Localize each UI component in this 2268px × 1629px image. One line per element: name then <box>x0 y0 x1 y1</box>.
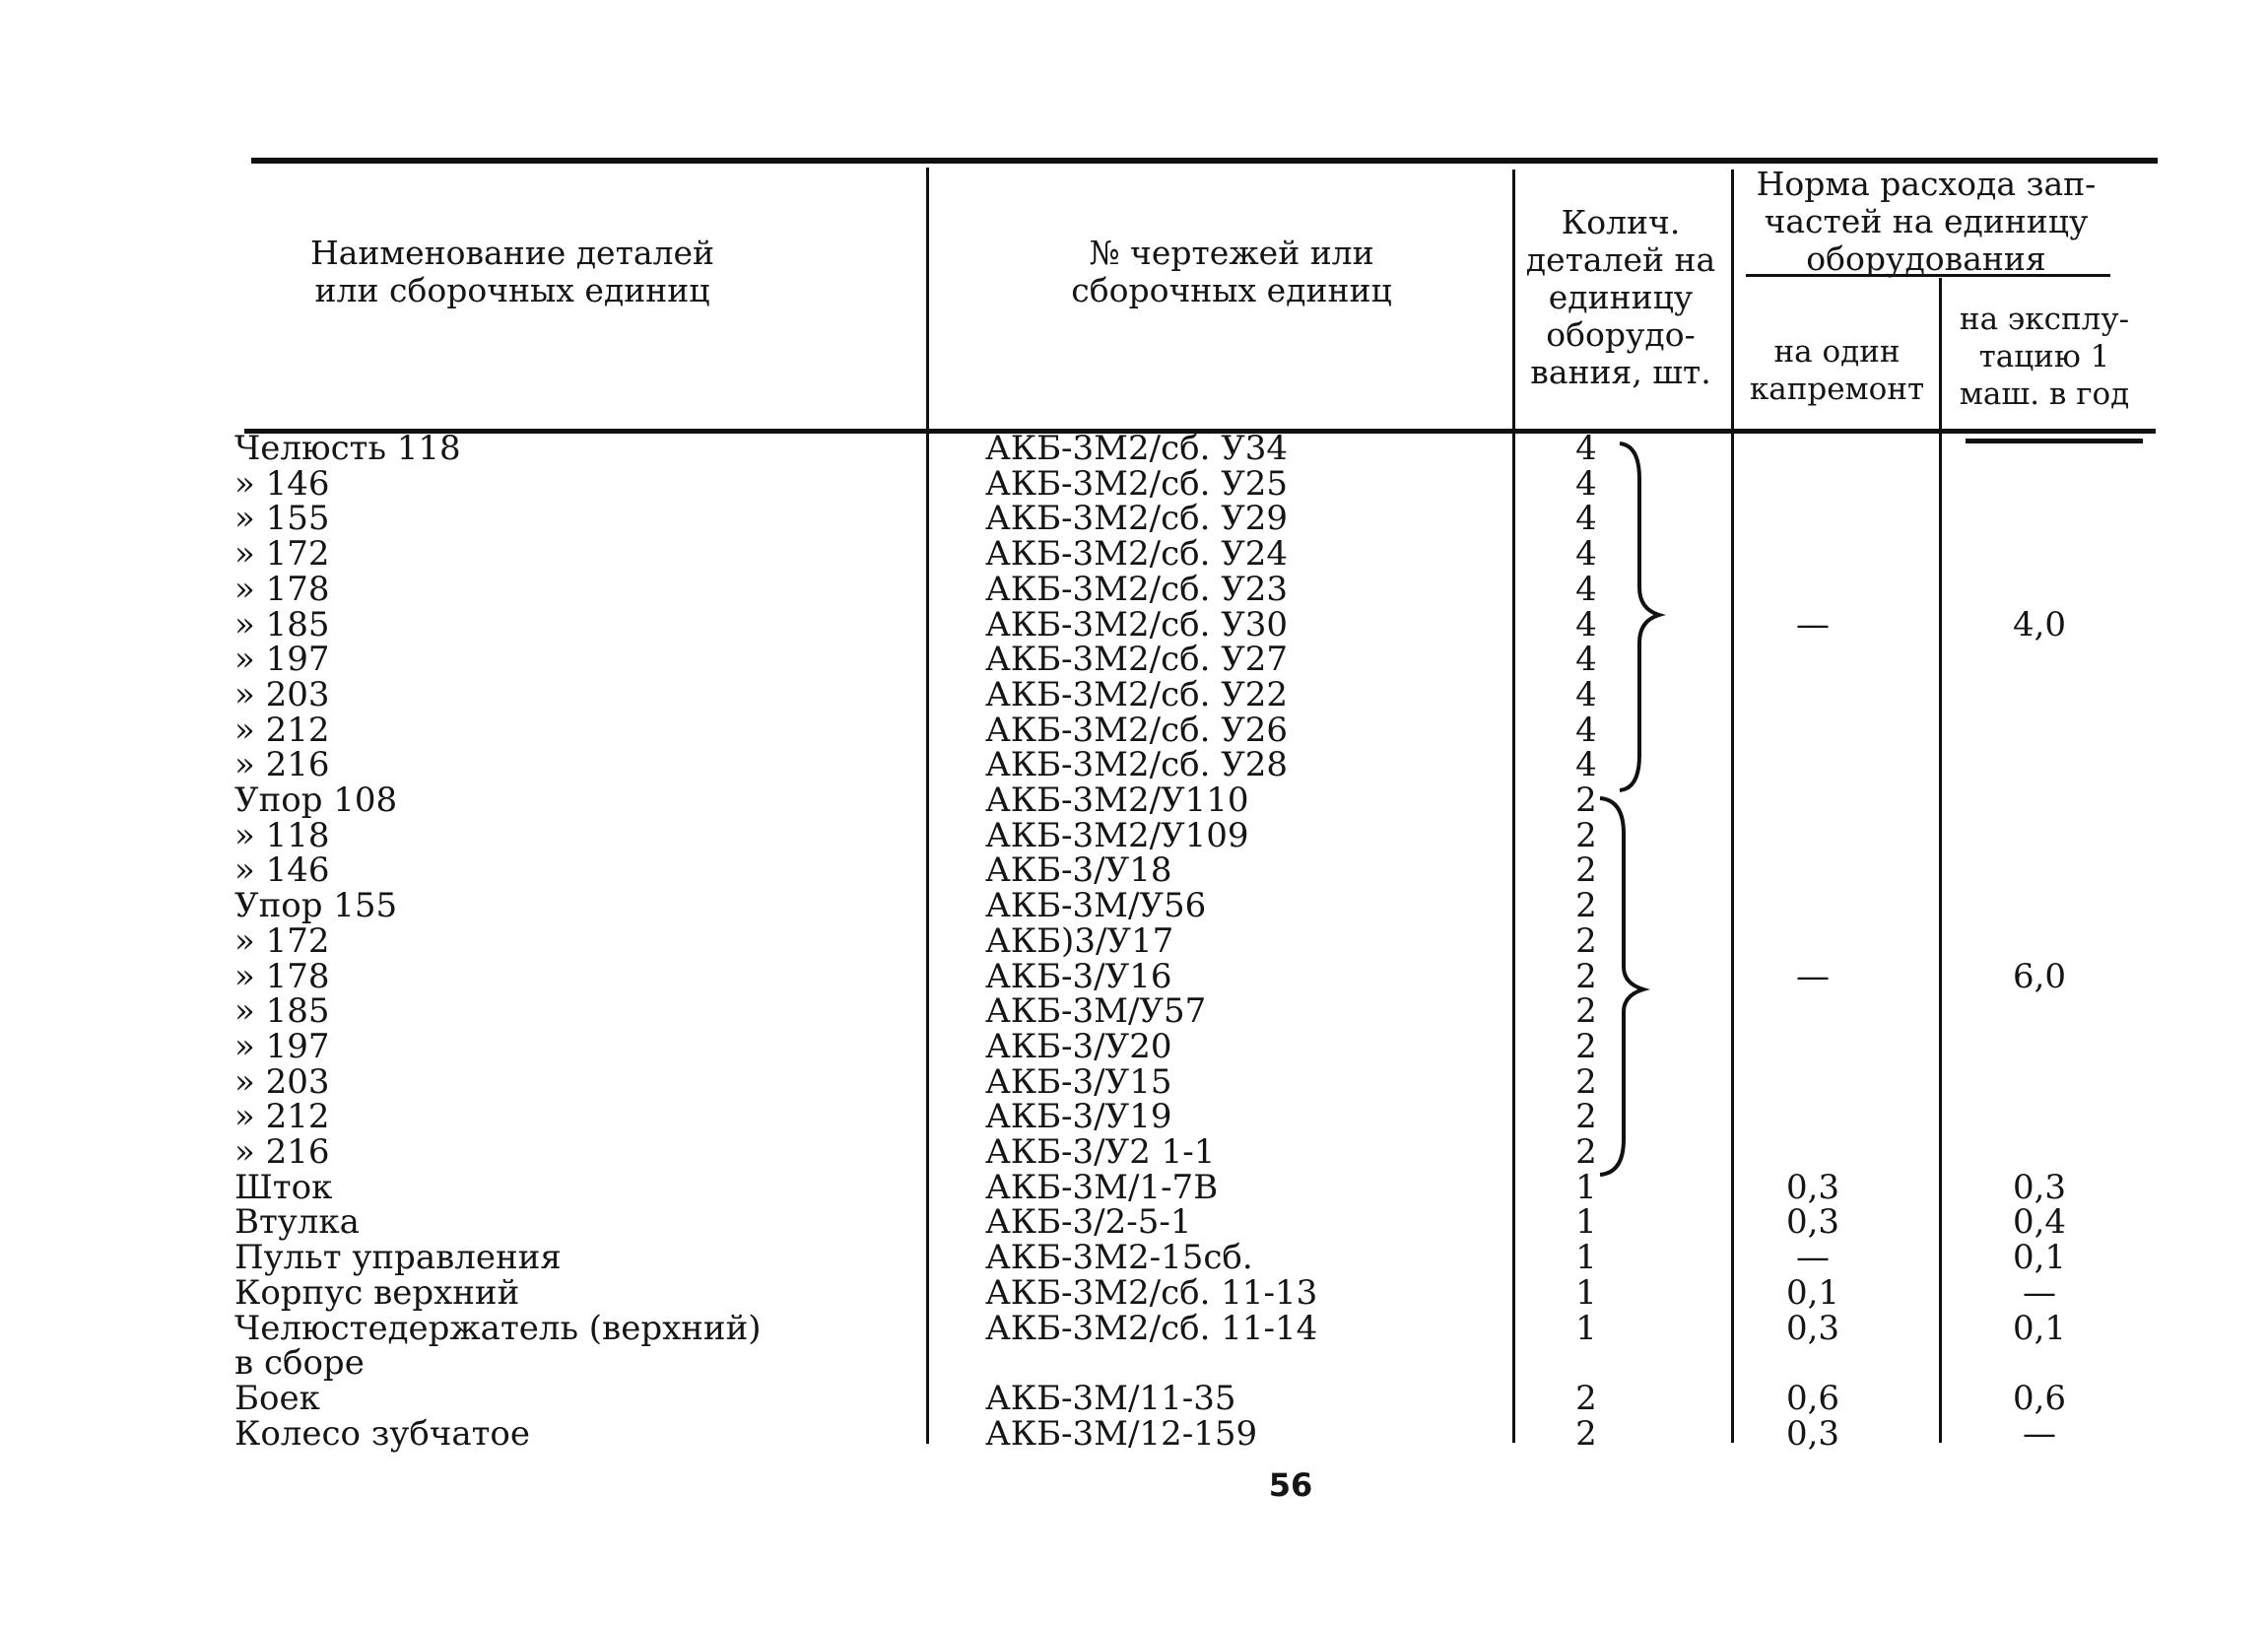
row-drawing: АКБ-3/У18 <box>985 850 1172 891</box>
row-drawing: АКБ-3/У16 <box>985 956 1172 996</box>
row-name: » 203 <box>234 1061 330 1102</box>
row-per-repair: 0,3 <box>1785 1167 1840 1207</box>
row-per-year: 0,4 <box>2012 1202 2067 1243</box>
row-quantity: 1 <box>1575 1238 1597 1278</box>
row-drawing: АКБ-3/2-5-1 <box>985 1202 1192 1243</box>
row-name: » 212 <box>234 710 330 750</box>
row-quantity: 2 <box>1575 886 1597 926</box>
row-name: » 178 <box>234 569 330 609</box>
row-drawing: АКБ-3М2/сб. У34 <box>985 429 1289 468</box>
row-per-year: 6,0 <box>2012 956 2067 996</box>
row-quantity: 2 <box>1575 1413 1597 1454</box>
brace-jaw-group <box>1616 440 1675 794</box>
row-drawing: АКБ-3М2/сб. У23 <box>985 569 1289 609</box>
row-per-year: 0,1 <box>2012 1238 2067 1278</box>
row-name: » 178 <box>234 956 330 996</box>
row-name: » 185 <box>234 604 330 645</box>
row-name: » 185 <box>234 991 330 1032</box>
row-quantity: 4 <box>1575 745 1597 785</box>
row-name: Боек <box>234 1378 320 1418</box>
row-quantity: 1 <box>1575 1202 1597 1243</box>
row-quantity: 1 <box>1575 1272 1597 1313</box>
row-quantity: 2 <box>1575 956 1597 996</box>
row-name: » 197 <box>234 640 330 680</box>
row-per-year: — <box>2023 1272 2056 1313</box>
row-per-year: 4,0 <box>2012 604 2067 645</box>
row-quantity: 2 <box>1575 781 1597 820</box>
row-drawing: АКБ-3М2/сб. 11-13 <box>985 1272 1318 1313</box>
header-drawing: № чертежей или сборочных единиц <box>1071 234 1392 309</box>
row-drawing: АКБ-3М2/сб. У24 <box>985 534 1289 575</box>
row-quantity: 2 <box>1575 815 1597 855</box>
row-name: » 216 <box>234 1132 330 1172</box>
right-bottom-rule <box>1966 439 2143 443</box>
row-drawing: АКБ-3М2/У109 <box>985 815 1249 855</box>
col-divider-repair-year <box>1939 278 1942 1443</box>
row-quantity: 4 <box>1575 604 1597 645</box>
row-drawing: АКБ-3М2/сб. У27 <box>985 640 1289 680</box>
row-name: » 172 <box>234 534 330 575</box>
row-per-year: 0,6 <box>2012 1378 2067 1418</box>
row-drawing: АКБ-3М2/сб. У29 <box>985 499 1289 539</box>
row-drawing: АКБ-3М/У57 <box>985 991 1207 1032</box>
row-per-repair: 0,1 <box>1785 1272 1840 1313</box>
row-per-repair: 0,3 <box>1785 1308 1840 1348</box>
row-quantity: 4 <box>1575 429 1597 468</box>
row-quantity: 4 <box>1575 674 1597 714</box>
row-drawing: АКБ-3/У2 1-1 <box>985 1132 1216 1172</box>
row-quantity: 2 <box>1575 1026 1597 1066</box>
row-per-repair: — <box>1796 956 1830 996</box>
row-quantity: 4 <box>1575 569 1597 609</box>
page-number: 56 <box>1268 1466 1313 1504</box>
header-per-year: на эксплу-тацию 1 маш. в год <box>1959 302 2130 412</box>
row-name: Корпус верхний <box>234 1272 520 1313</box>
row-drawing: АКБ-3М/1-7В <box>985 1167 1219 1207</box>
row-quantity: 4 <box>1575 499 1597 539</box>
row-drawing: АКБ-3М2/сб. У28 <box>985 745 1289 785</box>
top-rule <box>251 158 2158 164</box>
row-quantity: 2 <box>1575 991 1597 1032</box>
row-name: Пульт управления <box>234 1238 562 1278</box>
row-quantity: 4 <box>1575 710 1597 750</box>
row-drawing: АКБ-3М/12-159 <box>985 1413 1258 1454</box>
row-name: » 212 <box>234 1097 330 1137</box>
row-drawing: АКБ-3/У19 <box>985 1097 1172 1137</box>
row-drawing: АКБ-3М2/сб. 11-14 <box>985 1308 1318 1348</box>
row-drawing: АКБ-3/У15 <box>985 1061 1172 1102</box>
row-per-repair: — <box>1796 604 1830 645</box>
row-drawing: АКБ-3М/11-35 <box>985 1378 1236 1418</box>
row-drawing: АКБ-3М2/сб. У26 <box>985 710 1289 750</box>
row-name: Челюстедержатель (верхний) <box>234 1308 762 1348</box>
row-drawing: АКБ)3/У17 <box>985 920 1174 961</box>
row-quantity: 2 <box>1575 1132 1597 1172</box>
row-name: Челюсть 118 <box>234 429 461 468</box>
row-name: » 118 <box>234 815 330 855</box>
row-name: Втулка <box>234 1202 360 1243</box>
row-per-year: 0,3 <box>2012 1167 2067 1207</box>
row-quantity: 1 <box>1575 1167 1597 1207</box>
row-drawing: АКБ-3М2/У110 <box>985 781 1249 820</box>
col-divider-drawing-qty <box>1512 170 1515 1443</box>
row-name: » 172 <box>234 920 330 961</box>
row-per-year: 0,1 <box>2012 1308 2067 1348</box>
header-per-repair: на один капремонт <box>1749 334 1925 407</box>
header-quantity: Колич. деталей на единицу оборудо-вания, шт. <box>1525 203 1716 391</box>
row-quantity: 1 <box>1575 1308 1597 1348</box>
row-drawing: АКБ-3М/У56 <box>985 886 1207 926</box>
row-drawing: АКБ-3М2/сб. У22 <box>985 674 1289 714</box>
row-quantity: 2 <box>1575 920 1597 961</box>
row-quantity: 4 <box>1575 463 1597 504</box>
row-name: Шток <box>234 1167 333 1207</box>
row-per-repair: 0,3 <box>1785 1202 1840 1243</box>
row-name: » 203 <box>234 674 330 714</box>
row-name: » 155 <box>234 499 330 539</box>
row-drawing: АКБ-3М2/сб. У30 <box>985 604 1289 645</box>
row-drawing: АКБ-3/У20 <box>985 1026 1172 1066</box>
header-norm: Норма расхода зап-частей на единицу оборудования <box>1756 165 2097 278</box>
brace-stop-group <box>1596 794 1665 1179</box>
row-drawing: АКБ-3М2-15сб. <box>985 1238 1253 1278</box>
row-quantity: 2 <box>1575 1097 1597 1137</box>
row-quantity: 2 <box>1575 850 1597 891</box>
row-per-repair: 0,6 <box>1785 1378 1840 1418</box>
row-per-repair: — <box>1796 1238 1830 1278</box>
header-name: Наименование деталей или сборочных единиц <box>309 234 715 309</box>
row-name: в сборе <box>234 1343 365 1384</box>
row-name: » 146 <box>234 463 330 504</box>
row-name: Колесо зубчатое <box>234 1413 530 1454</box>
row-name: » 197 <box>234 1026 330 1066</box>
row-per-year: — <box>2023 1413 2056 1454</box>
row-quantity: 2 <box>1575 1378 1597 1418</box>
row-per-repair: 0,3 <box>1785 1413 1840 1454</box>
row-quantity: 2 <box>1575 1061 1597 1102</box>
row-drawing: АКБ-3М2/сб. У25 <box>985 463 1289 504</box>
col-divider-name-drawing <box>926 168 929 1444</box>
row-quantity: 4 <box>1575 640 1597 680</box>
row-name: Упор 108 <box>234 781 398 820</box>
row-quantity: 4 <box>1575 534 1597 575</box>
row-name: » 146 <box>234 850 330 891</box>
row-name: Упор 155 <box>234 886 398 926</box>
row-name: » 216 <box>234 745 330 785</box>
